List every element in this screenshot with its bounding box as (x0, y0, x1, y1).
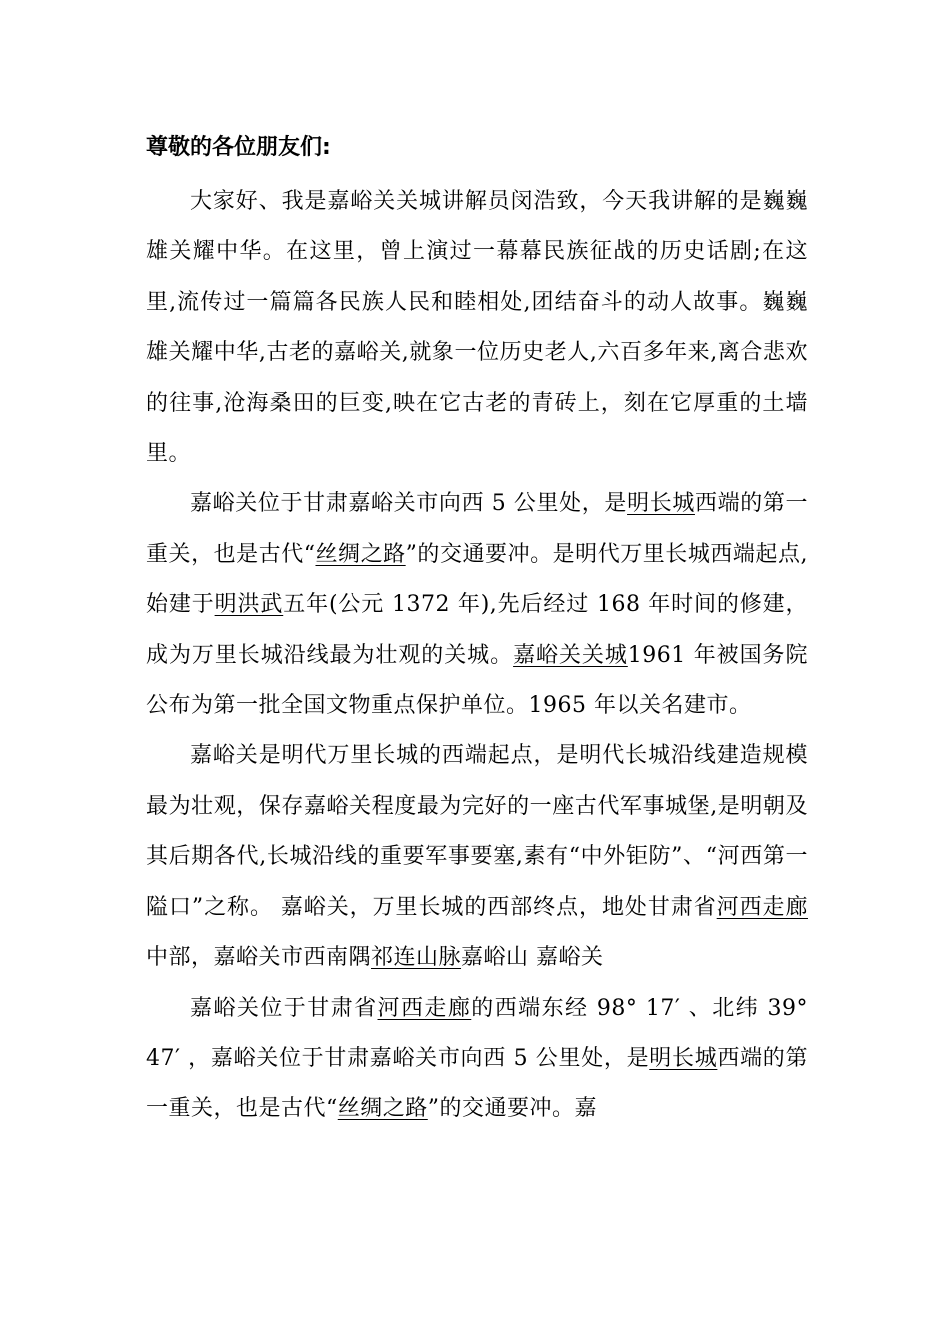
hyperlink[interactable]: 嘉峪关关城 (513, 642, 628, 668)
paragraph-text: 1961 年被国务院公布为第一批全国文物重点保护单位。1965 年以关名建市。 (146, 642, 808, 719)
paragraph-text: 中部，嘉峪关市西南隅 (146, 945, 372, 971)
paragraph-text: 嘉峪关是明代万里长城的西端起点，是明代长城沿线建造规模最为壮观，保存嘉峪关程度最为完好的一座古代军事城堡,是明朝及其后期各代,长城沿线的重要军事要塞,素有“中外钜防”、“河西第一隘口”之称。 嘉峪关，万里长城的西部终点，地处甘肃省 (146, 743, 808, 920)
paragraph-text: 的西端东经 98° 17′ 、北纬 39° 47′ ，嘉峪关位于甘肃嘉峪关市向西 5 公里处，是 (146, 995, 808, 1071)
paragraph-text: 嘉峪山 嘉峪关 (461, 945, 604, 971)
hyperlink[interactable]: 明长城 (649, 1045, 718, 1071)
hyperlink[interactable]: 丝绸之路 (315, 541, 406, 567)
paragraph-1 (146, 177, 808, 479)
paragraph-text: 大家好、我是嘉峪关关城讲解员闵浩致，今天我讲解的是巍巍雄关耀中华。在这里，曾上演过一幕幕民族征战的历史话剧;在这里,流传过一篇篇各民族人民和睦相处,团结奋斗的动人故事。巍巍雄关耀中华,古老的嘉峪关,就象一位历史老人,六百多年来,离合悲欢的往事,沧海桑田的巨变,映在它古老的青砖上，刻在它厚重的土墙里。 (146, 189, 808, 467)
hyperlink[interactable]: 明长城 (627, 491, 695, 517)
paragraph-text: 西端的第一重关，也是古代“ (146, 491, 808, 567)
hyperlink[interactable]: 河西走廊 (377, 995, 472, 1021)
paragraph-text: 五年(公元 1372 年),先后经过 168 年时间的修建，成为万里长城沿线最为壮观的关城。 (146, 592, 808, 668)
hyperlink[interactable]: 祁连山脉 (371, 945, 462, 971)
paragraph-text: 嘉峪关位于甘肃嘉峪关市向西 5 公里处，是 (190, 491, 628, 517)
hyperlink[interactable]: 河西走廊 (716, 894, 808, 920)
paragraph-text: 嘉峪关位于甘肃省 (190, 995, 378, 1021)
paragraph-text: 西端的第一重关，也是古代“ (146, 1045, 808, 1122)
paragraph-3 (146, 731, 808, 983)
paragraph-2 (146, 479, 808, 731)
document-body (146, 177, 808, 1135)
salutation-heading: 尊敬的各位朋友们: (146, 135, 331, 160)
paragraph-4 (146, 984, 808, 1135)
paragraph-text: ”的交通要冲。嘉 (427, 1096, 598, 1122)
paragraph-text: ”的交通要冲。是明代万里长城西端起点,始建于 (146, 541, 808, 618)
hyperlink[interactable]: 丝绸之路 (337, 1096, 428, 1122)
document-page (146, 124, 808, 1135)
hyperlink[interactable]: 明洪武 (214, 592, 284, 618)
